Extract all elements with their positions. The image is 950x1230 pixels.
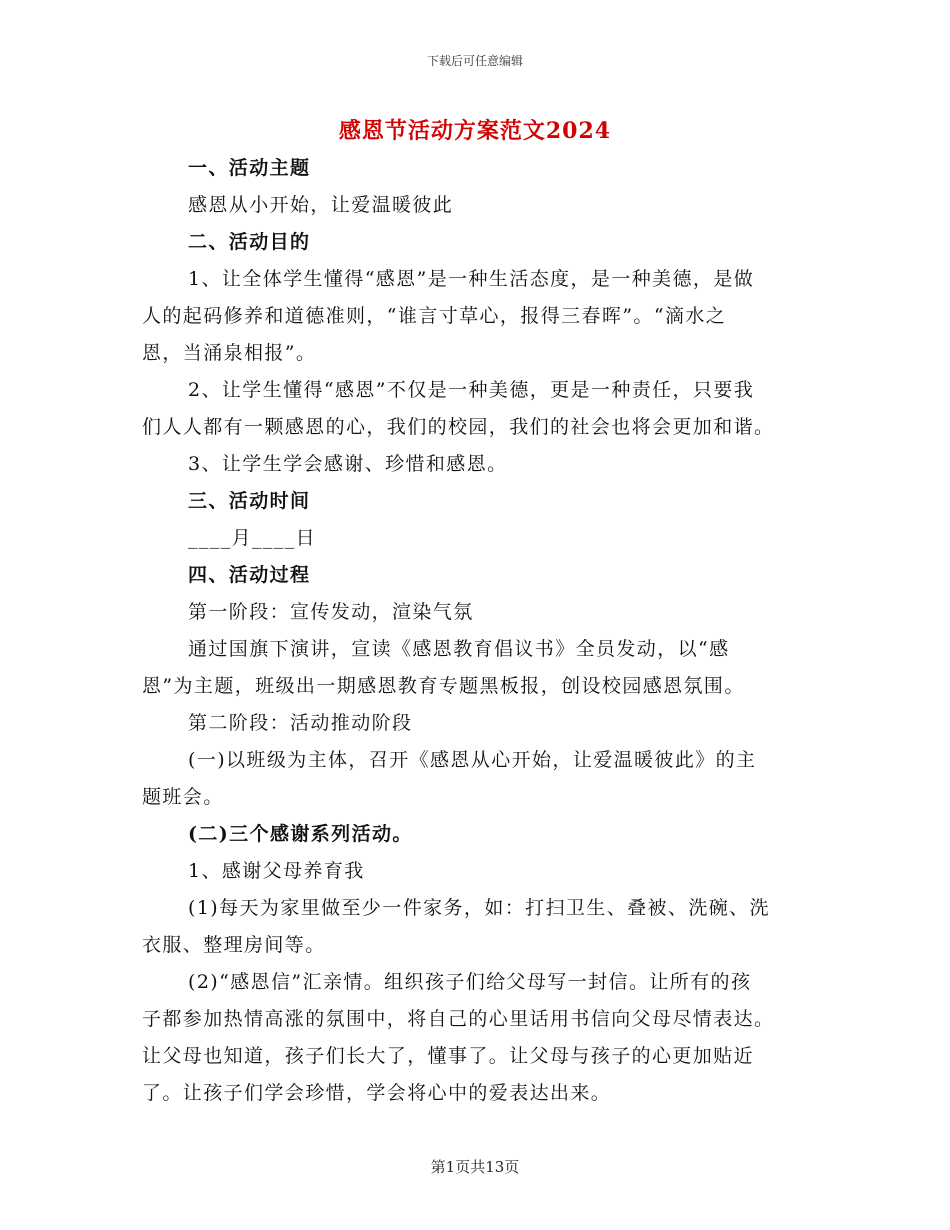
paragraph-line: 们人人都有一颗感恩的心，我们的校园，我们的社会也将会更加和谐。	[142, 416, 775, 438]
document-body	[142, 150, 812, 1112]
section-heading-time: 三、活动时间	[188, 490, 311, 512]
thanks-item-1-b	[142, 964, 812, 1112]
page-footer: 第1页共13页	[430, 1158, 520, 1176]
paragraph-line: 2、让学生懂得“感恩”不仅是一种美德，更是一种责任，只要我	[188, 379, 755, 401]
paragraph-line: (一)以班级为主体，召开《感恩从心开始，让爱温暖彼此》的主	[188, 749, 757, 771]
paragraph-line: 恩，当涌泉相报”。	[142, 342, 317, 364]
thanks-item-1: 1、感谢父母养育我	[188, 860, 365, 882]
stage-one-paragraph	[142, 631, 812, 705]
paragraph-line: 衣服、整理房间等。	[142, 934, 326, 956]
paragraph-line: (2)“感恩信”汇亲情。组织孩子们给父母写一封信。让所有的孩	[188, 971, 752, 993]
stage-one-title: 第一阶段：宣传发动，渲染气氛	[188, 601, 474, 623]
section-heading-theme: 一、活动主题	[188, 157, 311, 179]
purpose-paragraph-2	[142, 372, 812, 446]
paragraph-line: 恩”为主题，班级出一期感恩教育专题黑板报，创设校园感恩氛围。	[142, 675, 745, 697]
time-text: ____月____日	[188, 527, 317, 549]
paragraph-line: 题班会。	[142, 786, 224, 808]
stage-two-title: 第二阶段：活动推动阶段	[188, 712, 413, 734]
section-heading-purpose: 二、活动目的	[188, 231, 311, 253]
paragraph-line: (1)每天为家里做至少一件家务，如：打扫卫生、叠被、洗碗、洗	[188, 897, 770, 919]
header-note: 下载后可任意编辑	[426, 54, 523, 68]
paragraph-line: 1、让全体学生懂得“感恩”是一种生活态度，是一种美德，是做	[188, 268, 755, 290]
stage-two-paragraph-2: (二)三个感谢系列活动。	[188, 823, 413, 845]
purpose-paragraph-3: 3、让学生学会感谢、珍惜和感恩。	[188, 453, 508, 475]
paragraph-line: 子都参加热情高涨的氛围中，将自己的心里话用书信向父母尽情表达。	[142, 1008, 775, 1030]
paragraph-line: 了。让孩子们学会珍惜，学会将心中的爱表达出来。	[142, 1082, 612, 1104]
theme-text: 感恩从小开始，让爱温暖彼此	[188, 194, 454, 216]
section-heading-process: 四、活动过程	[188, 564, 311, 586]
paragraph-line: 通过国旗下演讲，宣读《感恩教育倡议书》全员发动，以“感	[188, 638, 730, 660]
thanks-item-1-a	[142, 890, 812, 964]
paragraph-line: 人的起码修养和道德准则，“谁言寸草心，报得三春晖”。“滴水之	[142, 305, 727, 327]
stage-two-paragraph-1	[142, 742, 812, 816]
document-title: 感恩节活动方案范文2024	[338, 118, 612, 144]
paragraph-line: 让父母也知道，孩子们长大了，懂事了。让父母与孩子的心更加贴近	[142, 1045, 755, 1067]
purpose-paragraph-1	[142, 261, 812, 372]
